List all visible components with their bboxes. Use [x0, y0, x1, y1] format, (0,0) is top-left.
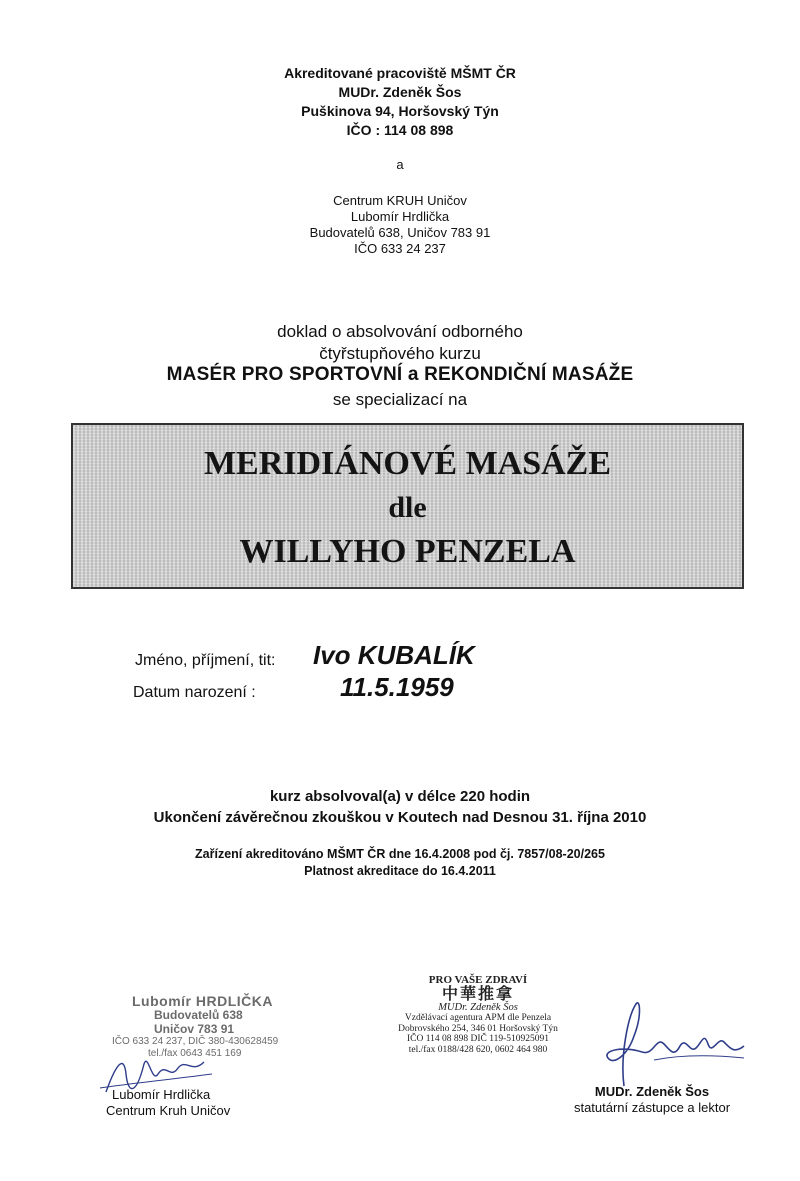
partner-name: Lubomír Hrdlička	[350, 209, 450, 224]
signature-right-role: statutární zástupce a lektor	[573, 1100, 731, 1115]
stamp-middle-address: Dobrovského 254, 346 01 Horšovský Týn	[398, 1023, 558, 1034]
issuer-address: Puškinova 94, Horšovský Týn	[301, 103, 499, 119]
signature-right-scribble	[594, 996, 754, 1091]
banner-line-1: MERIDIÁNOVÉ MASÁŽE	[203, 445, 612, 482]
stamp-left-city: Uničov 783 91	[154, 1022, 235, 1036]
partner-block	[0, 193, 800, 257]
issuer-ico: IČO : 114 08 898	[346, 122, 454, 138]
stamp-middle-agency: Vzdělávací agentura APM dle Penzela	[404, 1013, 552, 1023]
stamp-left-ids: IČO 633 24 237, DIČ 380-430628459	[112, 1036, 279, 1047]
accreditation-line-2: Platnost akreditace do 16.4.2011	[304, 864, 496, 878]
accreditation-line-1: Zařízení akreditováno MŠMT ČR dne 16.4.2008 pod čj. 7857/08-20/265	[195, 847, 605, 861]
specialization-banner	[71, 423, 744, 589]
stamp-middle	[378, 975, 578, 1055]
intro-line-2: čtyřstupňového kurzu	[319, 344, 481, 363]
completion-line-1: kurz absolvoval(a) v délce 220 hodin	[269, 788, 531, 805]
signature-left-org: Centrum Kruh Uničov	[106, 1103, 231, 1118]
stamp-left-name: Lubomír HRDLIČKA	[132, 993, 273, 1009]
stamp-middle-chinese: 中華推拿	[441, 985, 514, 1003]
dob-value: 11.5.1959	[340, 672, 454, 702]
issuer-block	[0, 64, 800, 140]
completion-block	[0, 786, 800, 828]
partner-ico: IČO 633 24 237	[354, 241, 446, 256]
name-value: Ivo KUBALÍK	[313, 640, 475, 670]
banner-line-3: WILLYHO PENZELA	[239, 533, 576, 570]
banner-line-2: dle	[388, 491, 427, 524]
stamp-middle-phone: tel./fax 0188/428 620, 0602 464 980	[408, 1044, 548, 1055]
stamp-middle-name: MUDr. Zdeněk Šos	[438, 1001, 518, 1013]
issuer-title: Akreditované pracoviště MŠMT ČR	[284, 65, 516, 81]
signature-right-name: MUDr. Zdeněk Šos	[594, 1084, 710, 1099]
signature-left-name: Lubomír Hrdlička	[112, 1087, 211, 1102]
intro-line-1: doklad o absolvování odborného	[277, 322, 523, 341]
document-intro	[0, 321, 800, 365]
dob-label: Datum narození :	[133, 684, 256, 701]
stamp-left-phone: tel./fax 0643 451 169	[148, 1048, 242, 1059]
name-label: Jméno, příjmení, tit:	[135, 652, 276, 669]
specialization-intro: se specializací na	[332, 390, 468, 409]
partner-org: Centrum KRUH Uničov	[333, 193, 467, 208]
stamp-middle-slogan: PRO VAŠE ZDRAVÍ	[428, 974, 528, 986]
stamp-left-street: Budovatelů 638	[154, 1008, 243, 1022]
stamp-middle-ids: IČO 114 08 898 DIČ 119-510925091	[406, 1034, 550, 1044]
issuer-name: MUDr. Zdeněk Šos	[338, 84, 462, 100]
course-title: MASÉR PRO SPORTOVNÍ a REKONDIČNÍ MASÁŽE	[166, 364, 634, 385]
accreditation-block	[0, 846, 800, 880]
partner-address: Budovatelů 638, Uničov 783 91	[309, 225, 491, 240]
signature-left-caption	[106, 1087, 231, 1119]
signature-right-caption	[557, 1084, 747, 1116]
conjunction-text: a	[396, 157, 404, 172]
completion-line-2: Ukončení závěrečnou zkouškou v Koutech nad Desnou 31. října 2010	[153, 809, 647, 826]
